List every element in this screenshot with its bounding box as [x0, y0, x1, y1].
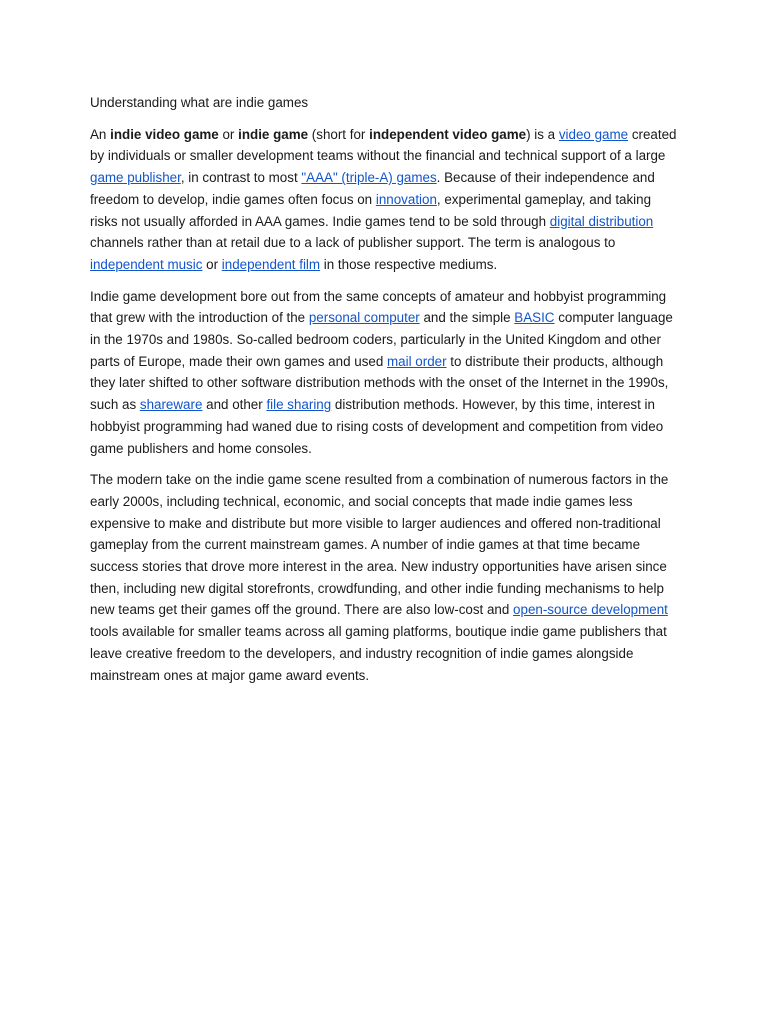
text-run: in those respective mediums.	[320, 256, 498, 272]
link-shareware[interactable]: shareware	[139, 397, 203, 413]
bold-term: indie video game	[110, 126, 219, 142]
link-mail-order[interactable]: mail order	[387, 353, 447, 369]
link-digital-distribution[interactable]: digital distribution	[549, 213, 654, 229]
text-run: Indie game development bore out from the same concepts of amateur and hobbyist programming that grew with the introduction of the	[90, 288, 667, 326]
link-personal-computer[interactable]: personal computer	[308, 310, 420, 326]
text-run: . Because of their independence and freedom to develop, indie games often focus on	[90, 170, 655, 207]
text-run: The modern take on the indie game scene resulted from a combination of numerous factors in the early 2000s, including technical, economic, and social concepts that made indie games less expensive to make and distribute but more visible to larger audiences and offered non-traditional gameplay from the current mainstream games. A number of indie games at that time became success stories that drove more interest in the area. New industry opportunities have arisen since then, including new digital storefronts, crowdfunding, and other indie funding mechanisms to help new teams get their games off the ground. There are also low-cost and	[90, 472, 669, 618]
text-run: created by individuals or smaller development teams without the financial and technical support of a large	[90, 126, 677, 164]
link-video-game[interactable]: video game	[558, 126, 629, 142]
paragraph-modern	[90, 469, 682, 686]
link-file-sharing[interactable]: file sharing	[266, 397, 332, 413]
text-run: , experimental gameplay, and taking risks not usually afforded in AAA games. Indie games tend to be sold through	[90, 191, 652, 229]
text-run: distribution methods. However, by this time, interest in hobbyist programming had waned due to rising costs of development and competition from video game publishers and home consoles.	[90, 397, 664, 456]
text-run: ) is a	[526, 126, 559, 142]
document-page	[90, 92, 682, 696]
text-run: (short for	[308, 126, 370, 142]
text-run: , in contrast to most	[180, 170, 302, 186]
text-run: channels rather than at retail due to a lack of publisher support. The term is analogous to	[90, 235, 616, 251]
text-run: An	[90, 126, 111, 142]
paragraph-intro	[90, 124, 682, 276]
link-independent-music[interactable]: independent music	[90, 256, 203, 272]
text-run: and the simple	[419, 310, 515, 326]
link-aaa-games[interactable]: "AAA" (triple-A) games	[301, 170, 437, 186]
text-run: or	[202, 256, 222, 272]
link-basic[interactable]: BASIC	[514, 310, 555, 326]
link-innovation[interactable]: innovation	[375, 191, 437, 207]
link-independent-film[interactable]: independent film	[221, 256, 321, 272]
paragraph-history	[90, 286, 682, 460]
bold-term: indie game	[238, 126, 309, 142]
link-open-source-development[interactable]: open-source development	[513, 602, 668, 618]
text-run: or	[218, 126, 239, 142]
link-game-publisher[interactable]: game publisher	[90, 170, 181, 186]
text-run: to distribute their products, although they later shifted to other software distribution methods with the onset of the Internet in the 1990s, such as	[90, 353, 669, 413]
text-run: tools available for smaller teams across all gaming platforms, boutique indie game publishers that leave creative freedom to the developers, and industry recognition of indie games alongside mainstream ones at major game award events.	[90, 624, 667, 683]
bold-term: independent video game	[369, 126, 527, 142]
text-run: computer language in the 1970s and 1980s. So-called bedroom coders, particularly in the United Kingdom and other parts of Europe, made their own games and used	[90, 310, 673, 369]
document-title: Understanding what are indie games	[90, 95, 309, 110]
text-run: and other	[202, 397, 267, 413]
